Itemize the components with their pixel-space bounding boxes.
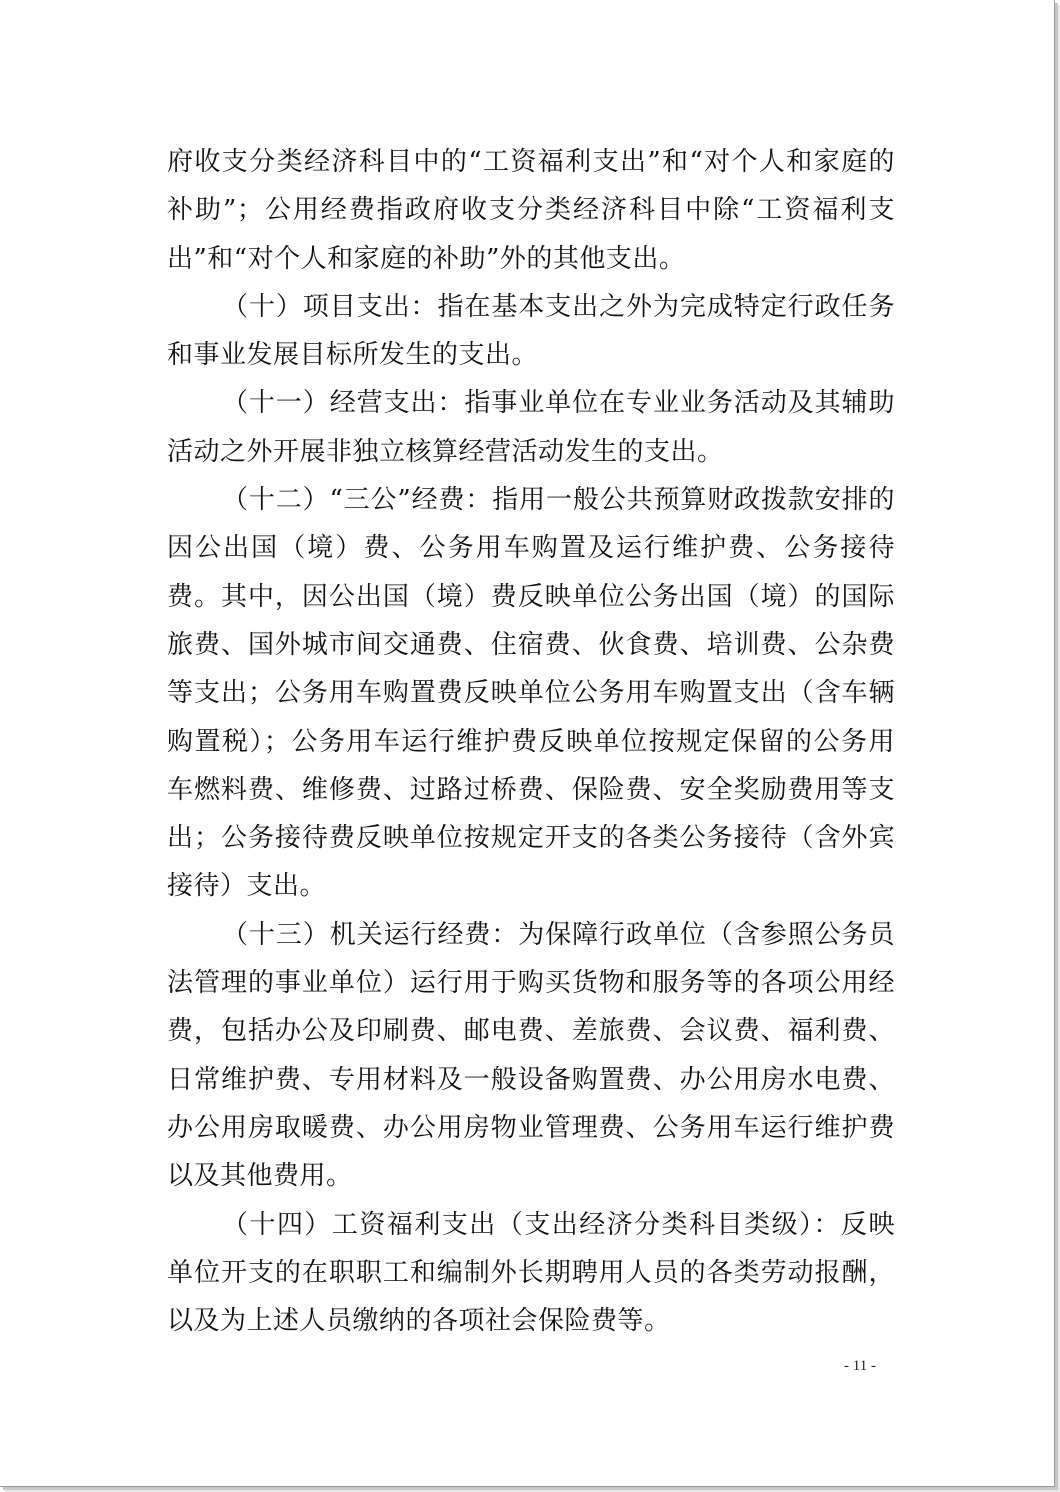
page-number: - 11 - [844, 1358, 876, 1374]
body-text [167, 138, 895, 1345]
paragraph-agency-operating-expenses: （十三）机关运行经费：为保障行政单位（含参照公务员法管理的事业单位）运行用于购买货物和服务等的各项公用经费，包括办公及印刷费、邮电费、差旅费、会议费、福利费、日常维护费、专用材料及一般设备购置费、办公用房水电费、办公用房取暖费、办公用房物业管理费、公务用车运行维护费以及其他费用。 [167, 919, 895, 1192]
paragraph-three-public-expenses: （十二）“三公”经费：指用一般公共预算财政拨款安排的因公出国（境）费、公务用车购置及运行维护费、公务接待费。其中，因公出国（境）费反映单位公务出国（境）的国际旅费、国外城市间交通费、住宿费、伙食费、培训费、公杂费等支出；公务用车购置费反映单位公务用车购置支出（含车辆购置税）；公务用车运行维护费反映单位按规定保留的公务用车燃料费、维修费、过路过桥费、保险费、安全奖励费用等支出；公务接待费反映单位按规定开支的各类公务接待（含外宾接待）支出。 [167, 485, 895, 902]
paragraph-wage-welfare-expenditure: （十四）工资福利支出（支出经济分类科目类级）：反映单位开支的在职职工和编制外长期聘用人员的各类劳动报酬，以及为上述人员缴纳的各项社会保险费等。 [167, 1209, 895, 1337]
paragraph-project-expenditure: （十）项目支出：指在基本支出之外为完成特定行政任务和事业发展目标所发生的支出。 [167, 291, 895, 371]
paragraph-operating-expenditure: （十一）经营支出：指事业单位在专业业务活动及其辅助活动之外开展非独立核算经营活动发生的支出。 [167, 388, 895, 467]
paragraph-continuation: 府收支分类经济科目中的“工资福利支出”和“对个人和家庭的补助”；公用经费指政府收支分类经济科目中除“工资福利支出”和“对个人和家庭的补助”外的其他支出。 [167, 147, 895, 274]
